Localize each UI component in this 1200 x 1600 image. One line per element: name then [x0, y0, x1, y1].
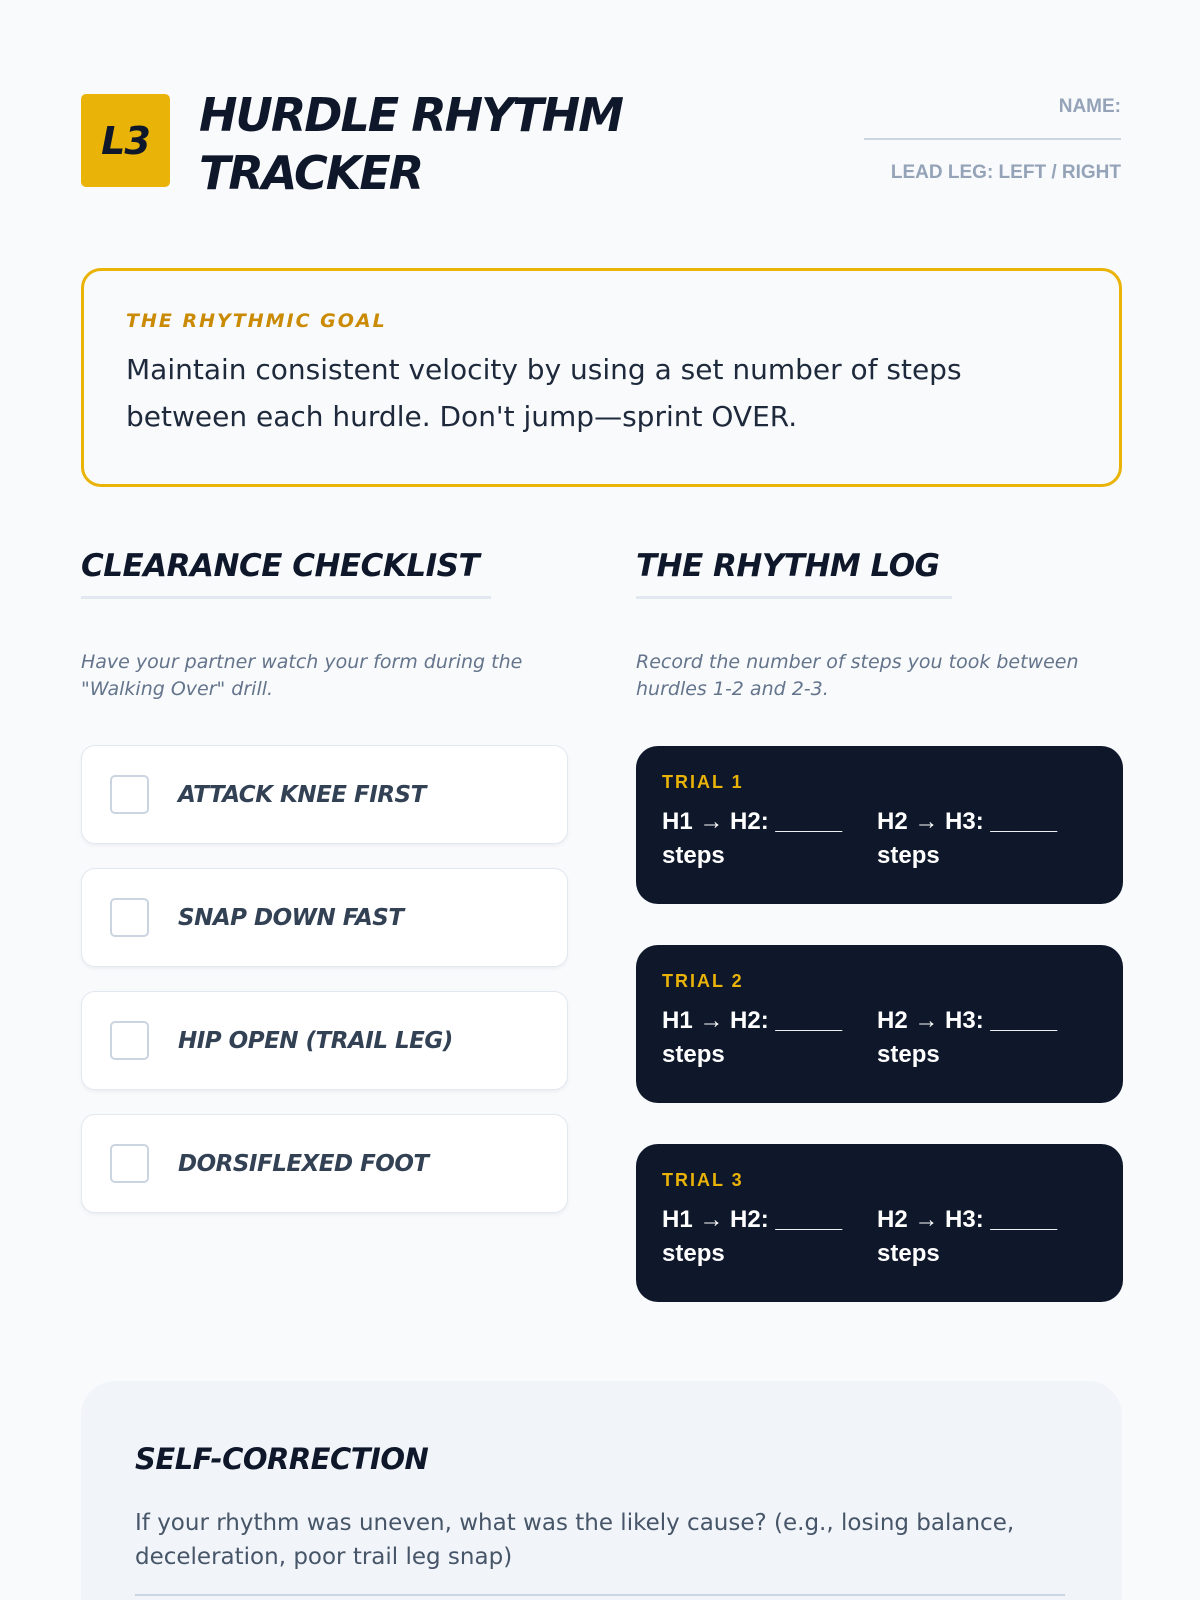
rhythm-log-title: THE RHYTHM LOG: [636, 548, 952, 599]
checklist-item-label: SNAP DOWN FAST: [178, 904, 404, 931]
steps-h2-h3-field[interactable]: H2 → H3: _____ steps: [877, 1206, 1058, 1267]
checklist-item[interactable]: [81, 1114, 568, 1213]
rhythm-log-description: Record the number of steps you took between hurdles 1-2 and 2-3.: [636, 651, 1079, 700]
checklist-description: Have your partner watch your form during the "Walking Over" drill.: [81, 651, 523, 700]
trial-label: TRIAL 3: [662, 1170, 744, 1190]
answer-line[interactable]: [135, 1594, 1065, 1596]
steps-h1-h2-field[interactable]: H1 → H2: _____ steps: [662, 1206, 843, 1267]
trial-fields: [662, 1004, 1097, 1072]
self-correction-panel: [81, 1381, 1122, 1600]
goal-box: [81, 268, 1122, 487]
self-correction-prompt: If your rhythm was uneven, what was the likely cause? (e.g., losing balance, deceleration, poor trail leg snap): [135, 1510, 1015, 1570]
steps-h1-h2-field[interactable]: H1 → H2: _____ steps: [662, 1007, 843, 1068]
checkbox[interactable]: [110, 1021, 149, 1060]
checkbox[interactable]: [110, 775, 149, 814]
checklist-item[interactable]: [81, 991, 568, 1090]
trial-fields: [662, 1203, 1097, 1271]
page-title: HURDLE RHYTHM TRACKER: [199, 88, 623, 200]
checklist-item[interactable]: [81, 868, 568, 967]
lead-leg-label: LEAD LEG: LEFT / RIGHT: [890, 162, 1121, 183]
trial-card: [636, 1144, 1123, 1302]
name-field[interactable]: [864, 138, 1121, 140]
goal-label: THE RHYTHMIC GOAL: [126, 310, 387, 332]
name-label: NAME:: [1058, 96, 1121, 117]
name-block: [861, 96, 1121, 184]
trial-label: TRIAL 1: [662, 772, 744, 792]
trial-fields: [662, 805, 1097, 873]
level-badge: L3: [81, 94, 170, 187]
self-correction-title: SELF-CORRECTION: [135, 1442, 429, 1476]
clearance-checklist: [81, 745, 568, 1237]
trial-card: [636, 945, 1123, 1103]
checklist-item-label: HIP OPEN (TRAIL LEG): [178, 1027, 453, 1054]
trial-card: [636, 746, 1123, 904]
checklist-title: CLEARANCE CHECKLIST: [81, 548, 491, 599]
checkbox[interactable]: [110, 898, 149, 937]
trial-label: TRIAL 2: [662, 971, 744, 991]
checklist-item[interactable]: [81, 745, 568, 844]
page-header: [81, 86, 1121, 206]
steps-h2-h3-field[interactable]: H2 → H3: _____ steps: [877, 1007, 1058, 1068]
checkbox[interactable]: [110, 1144, 149, 1183]
checklist-item-label: DORSIFLEXED FOOT: [178, 1150, 429, 1177]
steps-h2-h3-field[interactable]: H2 → H3: _____ steps: [877, 808, 1058, 869]
goal-text: Maintain consistent velocity by using a set number of steps between each hurdle. Don't jump—sprint OVER.: [126, 353, 962, 433]
rhythm-log: [636, 746, 1123, 1343]
checklist-item-label: ATTACK KNEE FIRST: [178, 781, 426, 808]
steps-h1-h2-field[interactable]: H1 → H2: _____ steps: [662, 808, 843, 869]
